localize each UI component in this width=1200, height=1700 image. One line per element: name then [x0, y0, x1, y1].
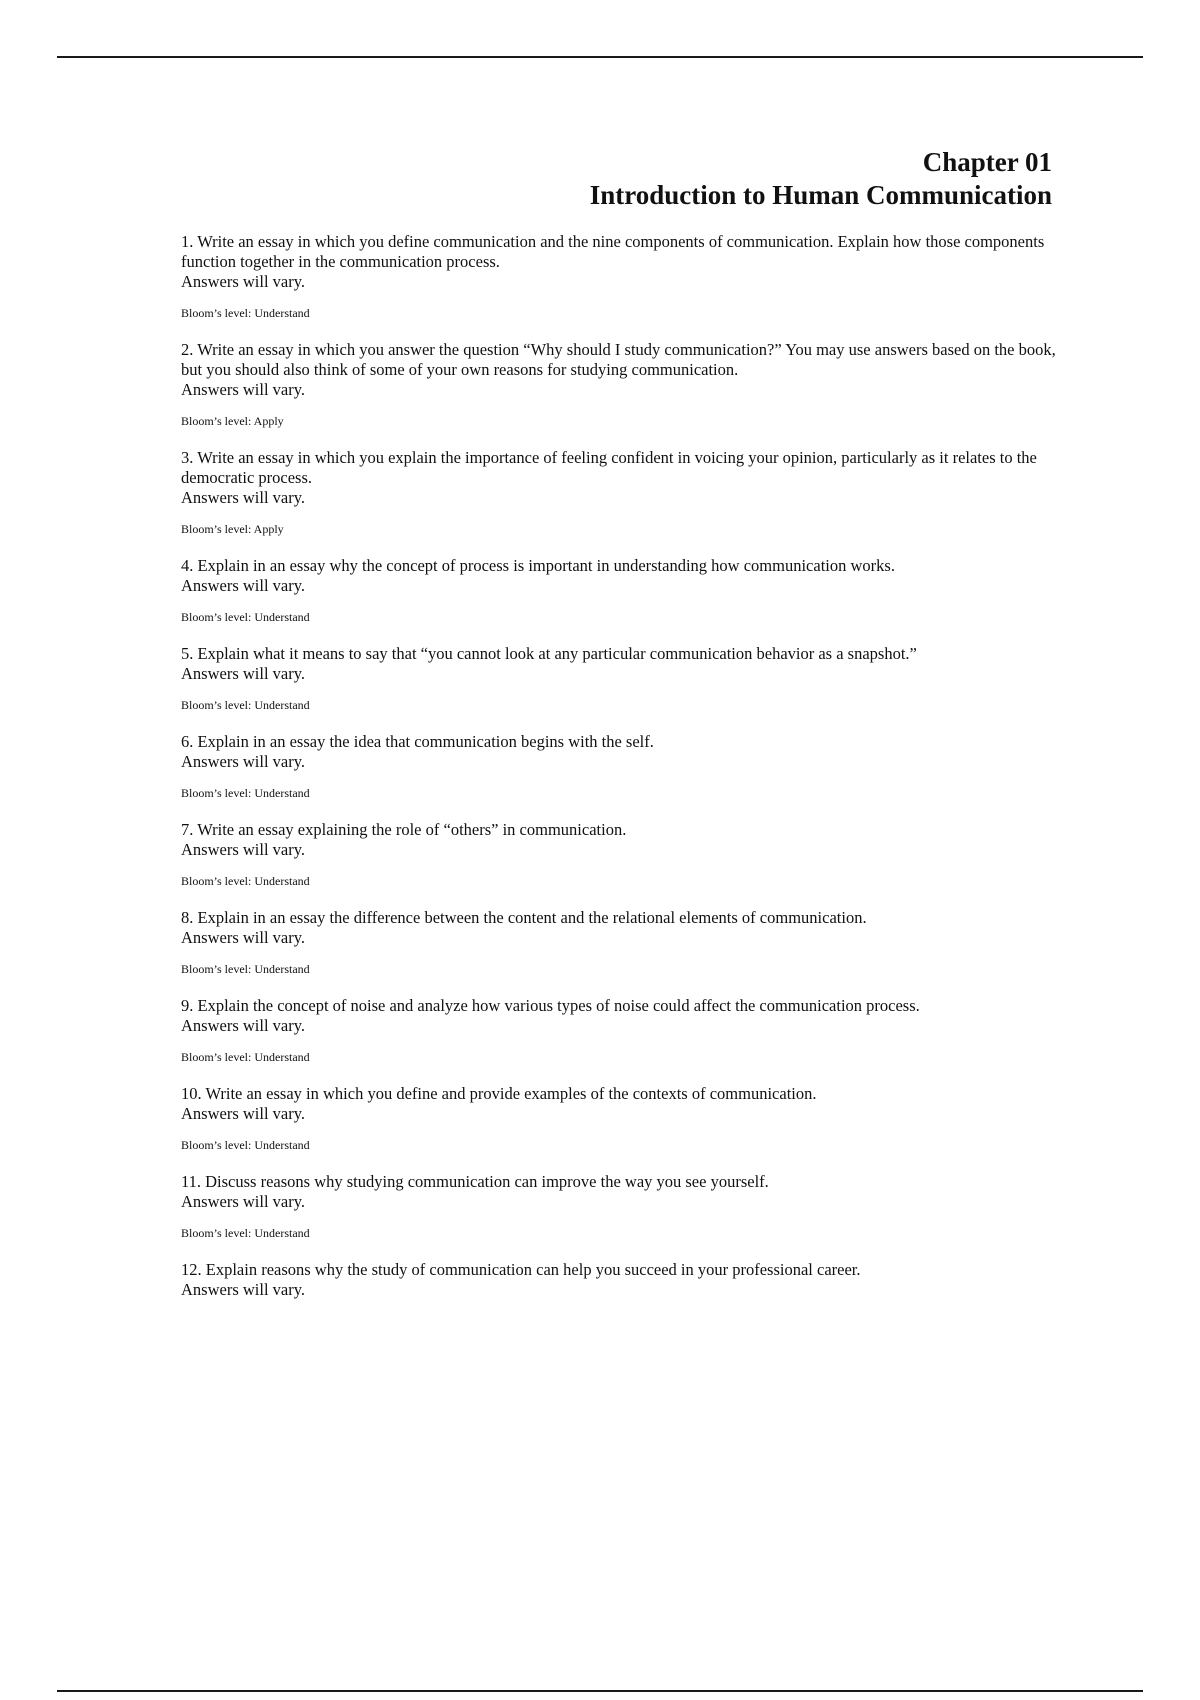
question-item	[181, 232, 1056, 321]
question-text: 9. Explain the concept of noise and analyze how various types of noise could affect the communication process.	[181, 996, 920, 1015]
answer-text: Answers will vary.	[181, 1104, 306, 1123]
answer-text: Answers will vary.	[181, 752, 306, 771]
blooms-level: Bloom’s level: Understand	[181, 1050, 310, 1064]
bottom-divider	[57, 1690, 1143, 1692]
answer-text: Answers will vary.	[181, 840, 306, 859]
question-item	[181, 820, 1056, 889]
question-list	[181, 232, 1056, 1319]
question-text: 4. Explain in an essay why the concept of process is important in understanding how communication works.	[181, 556, 895, 575]
blooms-level: Bloom’s level: Understand	[181, 610, 310, 624]
question-item	[181, 1084, 1056, 1153]
question-text: 8. Explain in an essay the difference between the content and the relational elements of communication.	[181, 908, 867, 927]
chapter-title: Introduction to Human Communication	[589, 180, 1052, 210]
chapter-number: Chapter 01	[922, 147, 1052, 177]
question-text: 7. Write an essay explaining the role of “others” in communication.	[181, 820, 627, 839]
blooms-level: Bloom’s level: Apply	[181, 414, 284, 428]
answer-text: Answers will vary.	[181, 488, 306, 507]
answer-text: Answers will vary.	[181, 928, 306, 947]
blooms-level: Bloom’s level: Apply	[181, 522, 284, 536]
answer-text: Answers will vary.	[181, 576, 306, 595]
question-text: 5. Explain what it means to say that “you cannot look at any particular communication behavior as a snapshot.”	[181, 644, 917, 663]
question-item	[181, 996, 1056, 1065]
question-text: 2. Write an essay in which you answer the question “Why should I study communication?” You may use answers based on the book, but you should also think of some of your own reasons for studying communication.	[181, 340, 1056, 379]
question-text: 12. Explain reasons why the study of communication can help you succeed in your professional career.	[181, 1260, 861, 1279]
answer-text: Answers will vary.	[181, 664, 306, 683]
blooms-level: Bloom’s level: Understand	[181, 698, 310, 712]
question-text: 6. Explain in an essay the idea that communication begins with the self.	[181, 732, 654, 751]
question-text: 11. Discuss reasons why studying communication can improve the way you see yourself.	[181, 1172, 769, 1191]
blooms-level: Bloom’s level: Understand	[181, 1226, 310, 1240]
question-text: 1. Write an essay in which you define communication and the nine components of communication. Explain how those components function together in the communication process.	[181, 232, 1045, 271]
top-divider	[57, 56, 1143, 58]
blooms-level: Bloom’s level: Understand	[181, 1138, 310, 1152]
question-text: 3. Write an essay in which you explain the importance of feeling confident in voicing your opinion, particularly as it relates to the democratic process.	[181, 448, 1037, 487]
question-item	[181, 340, 1056, 429]
question-item	[181, 1172, 1056, 1241]
question-item	[181, 644, 1056, 713]
blooms-level: Bloom’s level: Understand	[181, 786, 310, 800]
blooms-level: Bloom’s level: Understand	[181, 874, 310, 888]
question-item	[181, 908, 1056, 977]
answer-text: Answers will vary.	[181, 380, 306, 399]
chapter-header	[180, 146, 1052, 212]
question-item	[181, 1260, 1056, 1300]
blooms-level: Bloom’s level: Understand	[181, 306, 310, 320]
answer-text: Answers will vary.	[181, 272, 306, 291]
answer-text: Answers will vary.	[181, 1016, 306, 1035]
answer-text: Answers will vary.	[181, 1280, 306, 1299]
question-item	[181, 732, 1056, 801]
question-item	[181, 556, 1056, 625]
blooms-level: Bloom’s level: Understand	[181, 962, 310, 976]
question-text: 10. Write an essay in which you define and provide examples of the contexts of communication.	[181, 1084, 817, 1103]
answer-text: Answers will vary.	[181, 1192, 306, 1211]
question-item	[181, 448, 1056, 537]
